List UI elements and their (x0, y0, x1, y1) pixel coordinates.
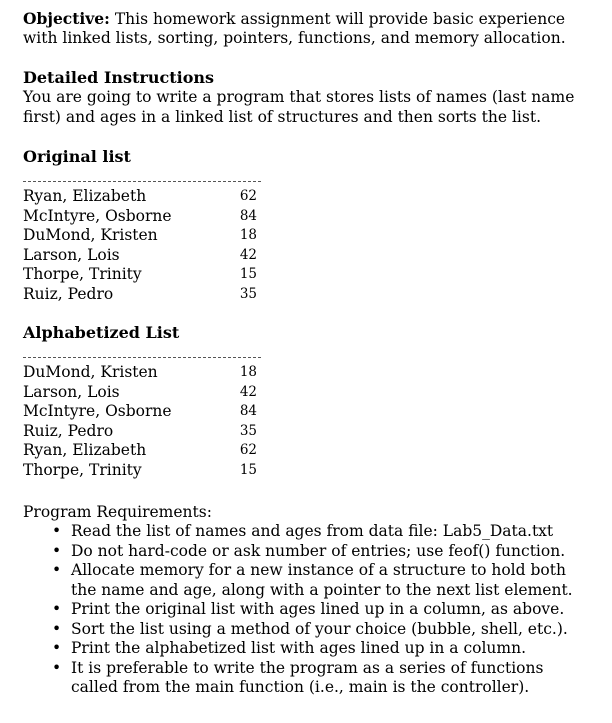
objective-text-1: This homework assignment will provide basic experience (109, 10, 566, 28)
row-name: McIntyre, Osborne (23, 402, 172, 421)
bullet-icon: • (52, 619, 62, 638)
row-age: 35 (239, 286, 257, 302)
requirement-item (23, 542, 583, 562)
alphabetized-list-heading: Alphabetized List (23, 323, 180, 342)
bullet-icon: • (52, 541, 62, 560)
row-name: Larson, Lois (23, 382, 120, 401)
bullet-icon: • (52, 561, 62, 579)
requirement-item (23, 659, 583, 698)
row-name: DuMond, Kristen (23, 226, 158, 245)
requirement-text: called from the main function (i.e., main is the controller). (71, 678, 530, 696)
bullet-icon: • (52, 639, 62, 657)
row-name: Larson, Lois (23, 245, 120, 264)
requirements-list (23, 522, 583, 698)
requirement-text: the name and age, along with a pointer to the next list element. (71, 580, 573, 599)
requirement-text: Read the list of names and ages from data file: Lab5_Data.txt (71, 522, 554, 540)
row-age: 35 (239, 422, 257, 439)
requirement-text: Do not hard-code or ask number of entries; use feof() function. (71, 541, 566, 560)
row-name: DuMond, Kristen (23, 363, 158, 381)
row-age: 84 (239, 207, 257, 224)
row-name: Thorpe, Trinity (23, 265, 142, 284)
program-requirements-heading: Program Requirements: (23, 503, 212, 521)
requirement-text: Allocate memory for a new instance of a structure to hold both (71, 561, 566, 579)
list-row (23, 441, 261, 461)
detailed-instructions-line-2: first) and ages in a linked list of structures and then sorts the list. (23, 108, 542, 126)
row-age: 42 (239, 383, 257, 400)
row-age: 42 (239, 246, 257, 263)
row-name: Ryan, Elizabeth (23, 187, 147, 205)
list-row (23, 285, 261, 305)
list-row (23, 363, 261, 383)
row-name: Ryan, Elizabeth (23, 441, 147, 460)
requirement-item (23, 561, 583, 600)
requirement-text: Print the alphabetized list with ages lined up in a column. (71, 639, 527, 657)
list-row (23, 246, 261, 266)
requirement-item (23, 600, 583, 620)
original-list-divider (23, 181, 261, 182)
list-row (23, 461, 261, 481)
requirement-item (23, 620, 583, 640)
objective-line-1 (23, 9, 565, 30)
row-age: 62 (239, 442, 257, 459)
list-row (23, 383, 261, 403)
row-age: 15 (239, 462, 257, 478)
row-name: Ruiz, Pedro (23, 285, 114, 303)
objective-label: Objective: (23, 9, 110, 28)
list-row (23, 402, 261, 422)
objective-line-2: with linked lists, sorting, pointers, functions, and memory allocation. (23, 29, 566, 47)
row-name: McIntyre, Osborne (23, 206, 172, 225)
list-row (23, 422, 261, 442)
bullet-icon: • (52, 600, 62, 618)
row-age: 18 (239, 364, 257, 380)
bullet-icon: • (52, 522, 62, 540)
bullet-icon: • (52, 658, 62, 677)
list-row (23, 265, 261, 285)
row-age: 15 (239, 266, 257, 283)
alphabetized-list-divider (23, 357, 261, 358)
detailed-instructions-heading: Detailed Instructions (23, 68, 215, 87)
requirement-text: It is preferable to write the program as a series of functions (71, 658, 544, 677)
requirement-text: Sort the list using a method of your choice (bubble, shell, etc.). (71, 619, 568, 638)
row-age: 84 (239, 403, 257, 420)
original-list-heading: Original list (23, 147, 131, 166)
row-age: 18 (239, 227, 257, 244)
list-row (23, 187, 261, 207)
row-age: 62 (239, 188, 257, 204)
detailed-instructions-line-1: You are going to write a program that stores lists of names (last name (23, 88, 575, 106)
row-name: Thorpe, Trinity (23, 461, 142, 479)
row-name: Ruiz, Pedro (23, 421, 114, 440)
list-row (23, 226, 261, 246)
requirement-text: Print the original list with ages lined up in a column, as above. (71, 600, 565, 618)
requirement-item (23, 522, 583, 542)
requirement-item (23, 639, 583, 659)
list-row (23, 207, 261, 227)
